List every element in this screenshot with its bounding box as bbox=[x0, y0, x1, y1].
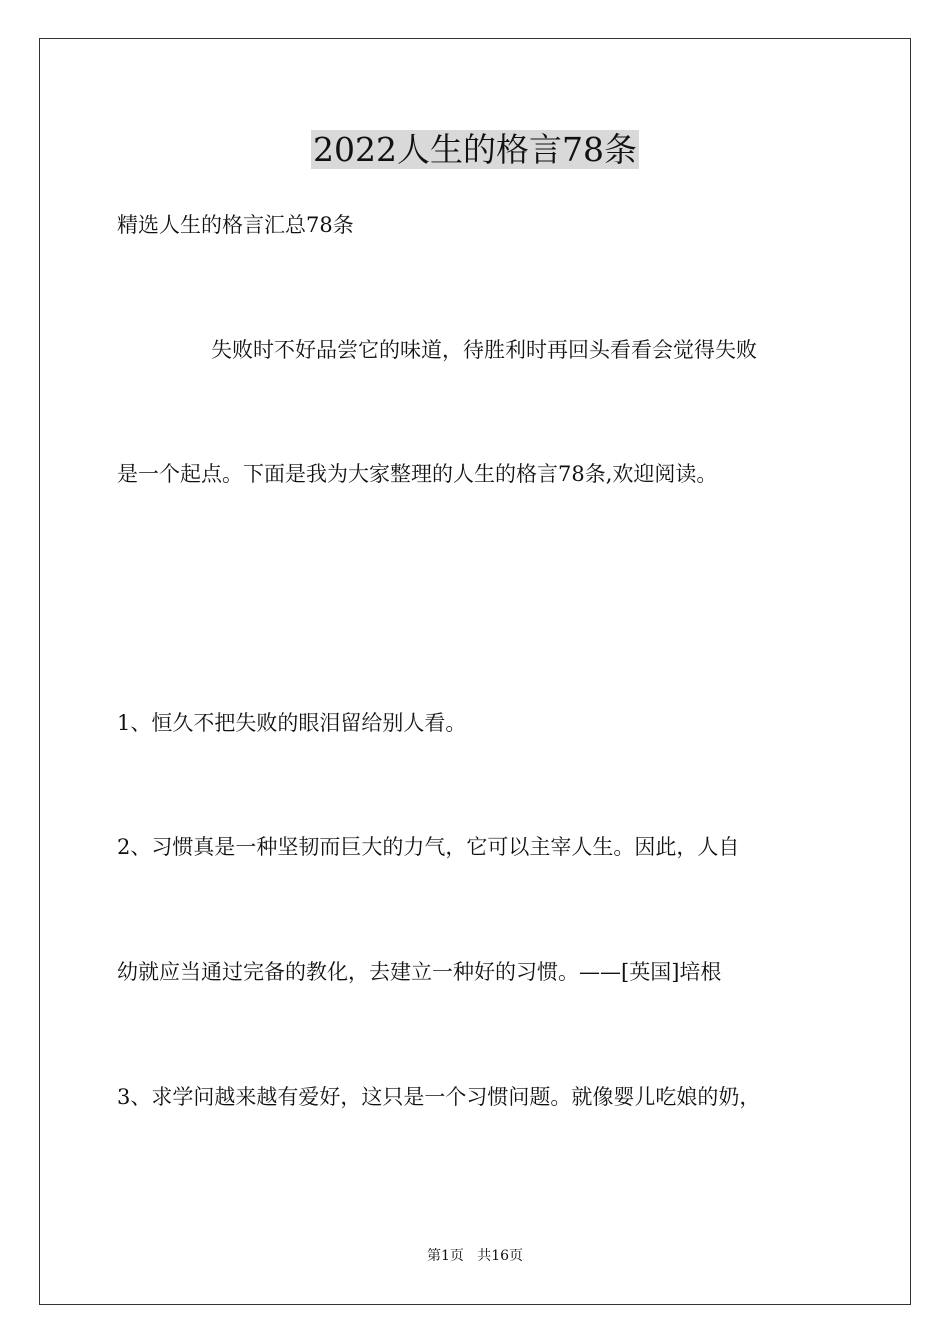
list-item-1: 1、恒久不把失败的眼泪留给别人看。 bbox=[117, 711, 467, 735]
intro-paragraph-line-1: 失败时不好品尝它的味道，待胜利时再回头看看会觉得失败 bbox=[211, 338, 757, 362]
list-item-2-line-2: 幼就应当通过完备的教化，去建立一种好的习惯。——[英国]培根 bbox=[117, 960, 722, 984]
list-item-3-line-1: 3、求学问越来越有爱好，这只是一个习惯问题。就像婴儿吃娘的奶， bbox=[117, 1085, 761, 1109]
document-title-text: 2022人生的格言78条 bbox=[313, 130, 637, 169]
document-title bbox=[0, 128, 950, 172]
document-subtitle: 精选人生的格言汇总78条 bbox=[117, 213, 354, 237]
intro-paragraph-line-2: 是一个起点。下面是我为大家整理的人生的格言78条,欢迎阅读。 bbox=[117, 462, 718, 486]
page-number-footer: 第1页 共16页 bbox=[426, 1248, 524, 1264]
list-item-2-line-1: 2、习惯真是一种坚韧而巨大的力气，它可以主宰人生。因此，人自 bbox=[117, 835, 740, 859]
